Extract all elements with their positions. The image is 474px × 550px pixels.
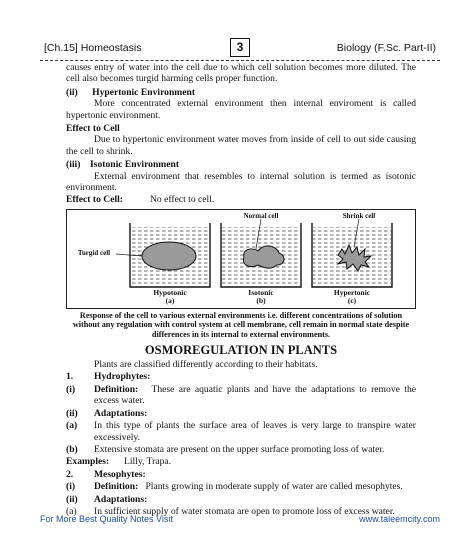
hypertonic-definition: More concentrated external environment then internal enviroment is called hypertonic environment. [66,98,416,121]
section-intro: Plants are classified differently according to their habitats. [94,359,318,371]
beaker-c-caption [327,289,377,306]
footer-promo-text: For More Best Quality Notes Visit [40,514,173,524]
isotonic-heading: (iii) Isotonic Environment [66,159,180,171]
mesophytes-definition-row [66,481,416,492]
mesophytes-a-text: In sufficient supply of water stomata are open to promote loss of excess water. [94,505,395,517]
hydrophytes-a-number: (a) [66,420,78,432]
hypertonic-effect-text: Due to hypertonic environment water moves from inside of cell to out side causing the cell to shrink. [66,134,416,157]
mesophytes-definition [94,481,416,492]
isotonic-effect-label: Effect to Cell: [66,194,124,206]
isotonic-definition: External environment that resembles to internal solution is termed as isotonic environment. [66,170,416,194]
book-title: Biology (F.Sc. Part-II) [336,42,436,54]
hypertonic-effect-heading: Effect to Cell [66,123,120,135]
hydrophytes-adaptations-row [66,408,416,419]
mesophytes-def-number: (i) [66,481,76,493]
mesophytes-adaptations-row [66,494,416,505]
page-header [40,38,440,60]
hydrophytes-def-label: Definition: [94,383,139,395]
hydrophytes-adaptation-a [66,420,416,443]
shrink-cell-label: Shrink cell [342,211,376,220]
mesophytes-def-text: Plants growing in moderate supply of water are called mesophytes. [145,481,403,493]
hydrophytes-heading: Hydrophytes: [94,371,151,383]
beaker-c-letter: (c) [347,296,357,306]
beaker-a-caption [145,289,195,306]
mesophytes-def-label: Definition: [94,481,139,493]
hydrophytes-number: 1. [66,371,74,383]
mesophytes-heading: Mesophytes: [94,468,146,480]
hydrophytes-adapt-label: Adaptations: [94,407,148,419]
chapter-title: [Ch.15] Homeostasis [44,42,142,54]
beaker-b-type: Isotonic [248,287,274,297]
beaker-hypertonic [312,219,392,287]
hydrophytes-def-text: These are aquatic plants and have the adaptations to remove the excess water. [94,383,416,407]
hydrophytes-a-text: In this type of plants the surface area of leaves is very large to transpire water excessively. [94,420,416,443]
beaker-isotonic [221,219,301,287]
hypertonic-heading: (ii) Hypertonic Environment [66,86,196,98]
beaker-c-type: Hypertonic [333,287,371,297]
beaker-a-type: Hypotonic [153,287,187,297]
continuation-paragraph: causes entry of water into the cell due to which cell solution becomes more diluted. The cell also becomes turgid harming cells proper function. [66,62,416,85]
osmosis-figure [66,209,416,309]
hydrophytes-def-number: (i) [66,383,76,395]
mesophytes-adapt-label: Adaptations: [94,493,148,505]
turgid-cell-label: Turgid cell [77,248,111,257]
header-divider [40,60,440,61]
isotonic-effect [66,194,416,205]
examples-text: Lilly, Trapa. [124,456,172,468]
beaker-hypotonic [94,223,210,294]
hydrophytes-examples [66,456,416,467]
hydrophytes-definition [94,384,416,407]
examples-label: Examples: [66,456,110,468]
hydrophytes-adapt-number: (ii) [66,407,78,419]
turgid-cell-shape [142,242,196,270]
mesophytes-number: 2. [66,468,74,480]
mesophytes-heading-row [66,469,416,480]
mesophytes-adapt-number: (ii) [66,493,78,505]
beaker-b-caption [236,289,286,306]
beaker-a-letter: (a) [165,296,175,306]
beaker-b-letter: (b) [256,296,266,306]
mesophytes-a-number: (a) [66,505,77,517]
hydrophytes-b-text: Extensive stomata are present on the upper surface promoting loss of water. [94,443,385,455]
hydrophytes-heading-row [66,371,416,382]
page-number: 3 [230,38,250,57]
section-title: OSMOREGULATION IN PLANTS [144,342,338,357]
hydrophytes-b-number: (b) [66,443,78,455]
normal-cell-label: Normal cell [243,211,279,220]
figure-caption: Response of the cell to various external environments i.e. different concentrations of solution without any regulation with control system at cell membrane, cell remain in normal state despite differences in its internal to external environments. [72,310,410,340]
hydrophytes-adaptation-b [66,444,416,455]
isotonic-effect-text: No effect to cell. [150,194,215,206]
hydrophytes-definition-row [66,384,416,407]
page-body [66,62,416,517]
footer-website-link[interactable]: www.taleemcity.com [359,514,440,524]
